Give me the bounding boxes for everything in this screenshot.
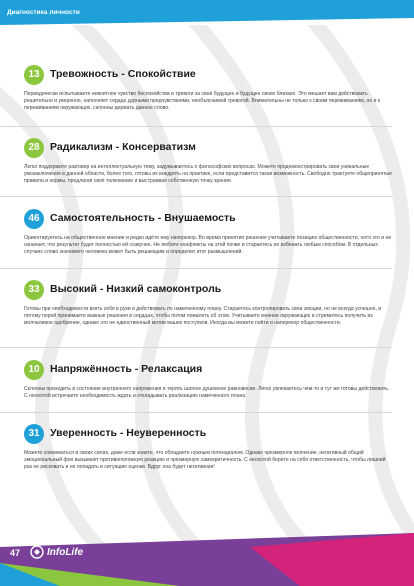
header-bar <box>0 0 414 25</box>
score-badge: 13 <box>24 65 44 85</box>
trait-section <box>24 280 392 327</box>
logo-mark-icon <box>30 545 44 559</box>
trait-title: Самостоятельность - Внушаемость <box>50 212 236 224</box>
section-divider <box>0 347 392 348</box>
score-badge: 31 <box>24 424 44 444</box>
trait-header <box>24 424 392 446</box>
trait-description: Периодически испытываете невнятное чувство беспокойства и тревоги за своё будущее и будущее своих близких. Это мешает вам действовать решительно и уверенно, наполняет сердце дурными предчувствиями, необъяснимой тревогой. Внимательны не только к своим переживаниям, но и к переживаниям окружающих, склонны держать данное слово. <box>24 91 381 111</box>
trait-section <box>24 360 392 400</box>
trait-description: Готовы при необходимости взять себя в руки и действовать по намеченному плану. Стараетесь контролировать свои эмоции, но не всегда успешно, и потому порой принимаете важные решения в сердцах, чтобы потом пожалеть об этом. Учитываете мнение окружающих и стремитесь получить их молчаливое одобрение, однако это не единственный мотив ваших поступков. Иногда вы можете пойти и наперекор общественности. <box>24 306 382 326</box>
section-divider <box>0 268 392 269</box>
score-badge: 46 <box>24 209 44 229</box>
section-divider <box>0 126 392 127</box>
trait-header <box>24 360 392 382</box>
section-divider <box>0 412 392 413</box>
trait-section <box>24 209 392 256</box>
score-badge: 33 <box>24 280 44 300</box>
trait-header <box>24 65 392 87</box>
trait-description: Склонны приходить в состояние внутреннего напряжения и терять шаткое душевное равновесие. Легко увлекаетесь чем-то и тут же готовы действовать. С неохотой встречаете необходимость ждать и откладывать реализацию намеченного плана. <box>24 386 390 399</box>
score-badge: 10 <box>24 360 44 380</box>
score-badge: 28 <box>24 138 44 158</box>
trait-title: Высокий - Низкий самоконтроль <box>50 283 222 295</box>
trait-title: Тревожность - Спокойствие <box>50 68 196 80</box>
trait-section <box>24 424 392 471</box>
trait-header <box>24 280 392 302</box>
trait-section <box>24 65 392 112</box>
trait-section <box>24 138 392 185</box>
trait-header <box>24 138 392 160</box>
trait-title: Уверенность - Неуверенность <box>50 427 207 439</box>
trait-description: Ориентируетесь на общественное мнение и редко идёте ему наперекор. Во время принятия решения учитываете позицию общественности, хотя это и не означает, что результат будет полностью ей созвучен. Не любите конфликты на этой почве и стараетесь их избежать любым способом. В отдельных случаях слово значимого человека может быть решающим и определит итог размышлений. <box>24 235 392 255</box>
trait-description: Легко поддержите разговор на интеллектуальную тему, задумываетесь о философских вопросах. Можете продемонстрировать свои уникальные умозаключения в данной области, более того, готовы их внедрять на практике, если представится такая возможность. Свободно трактуете общепринятые правила и нормы, предлагая своё толкование и выстраивая собственную точку зрения. <box>24 164 392 184</box>
trait-header <box>24 209 392 231</box>
header-title: Диагностика личности <box>7 9 80 16</box>
trait-title: Радикализм - Консерватизм <box>50 141 196 153</box>
infolife-logo <box>30 543 83 561</box>
logo-text: InfoLife <box>47 546 84 558</box>
page-number: 47 <box>10 548 21 558</box>
trait-description: Можете сомневаться в своих силах, даже если знаете, что обладаете нужным потенциалом. Однако чрезмерное волнение, негативный общий эмоциональный фон вызывают противоположную реакцию и чрезмерную самокритичность. С неохотой берёте на себя ответственность, чтобы лишний раз не рисковать и не попадать в ситуацию оценки. Вдруг она будет негативная! <box>24 450 386 470</box>
trait-title: Напряжённость - Релаксация <box>50 363 203 375</box>
section-divider <box>0 196 392 197</box>
